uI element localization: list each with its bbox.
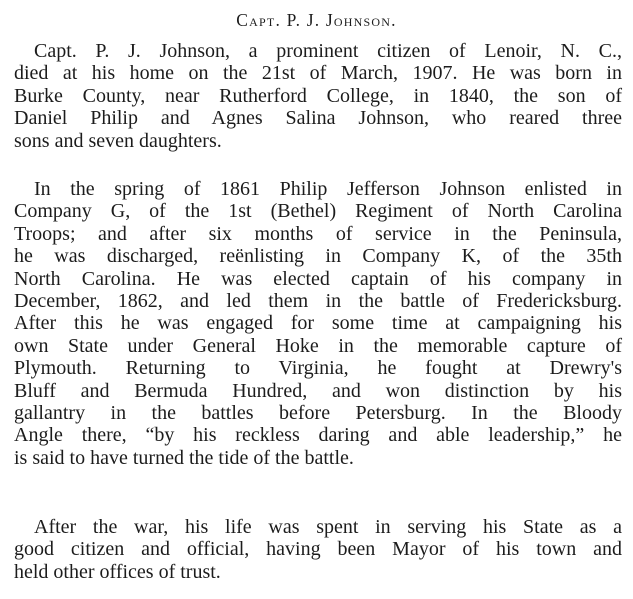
text-line: Company G, of the 1st (Bethel) Regiment of North Carolina: [14, 200, 622, 223]
text-line: sons and seven daughters.: [14, 129, 222, 152]
text-line: North Carolina. He was elected captain of his company in: [14, 267, 622, 290]
text-line: Plymouth. Returning to Virginia, he fought at Drewry's: [14, 357, 622, 380]
paragraph-1: [14, 40, 622, 152]
text-line: December, 1862, and led them in the battle of Fredericksburg.: [14, 290, 622, 313]
text-line: he was discharged, reënlisting in Company K, of the 35th: [14, 245, 622, 268]
paragraph-2: [14, 178, 622, 469]
text-line: Daniel Philip and Agnes Salina Johnson, who reared three: [14, 107, 622, 130]
text-line: Troops; and after six months of service in the Peninsula,: [14, 222, 622, 245]
text-line: own State under General Hoke in the memorable capture of: [14, 334, 622, 357]
article-heading: Capt. P. J. Johnson.: [236, 10, 397, 30]
text-line: held other offices of trust.: [14, 560, 221, 583]
text-line: Angle there, “by his reckless daring and able leadership,” he: [14, 424, 622, 447]
text-line: Bluff and Bermuda Hundred, and won distinction by his: [14, 379, 622, 402]
text-line: died at his home on the 21st of March, 1907. He was born in: [14, 62, 622, 85]
text-line: In the spring of 1861 Philip Jefferson Johnson enlisted in: [34, 178, 622, 200]
text-line: After this he was engaged for some time at campaigning his: [14, 312, 622, 335]
paragraph-3: [14, 516, 622, 583]
text-line: Capt. P. J. Johnson, a prominent citizen of Lenoir, N. C.,: [34, 40, 622, 62]
text-line: is said to have turned the tide of the battle.: [14, 446, 354, 469]
text-line: gallantry in the battles before Petersburg. In the Bloody: [14, 402, 622, 425]
text-line: After the war, his life was spent in serving his State as a: [34, 516, 622, 538]
text-line: good citizen and official, having been Mayor of his town and: [14, 538, 622, 561]
text-line: Burke County, near Rutherford College, in 1840, the son of: [14, 84, 622, 107]
